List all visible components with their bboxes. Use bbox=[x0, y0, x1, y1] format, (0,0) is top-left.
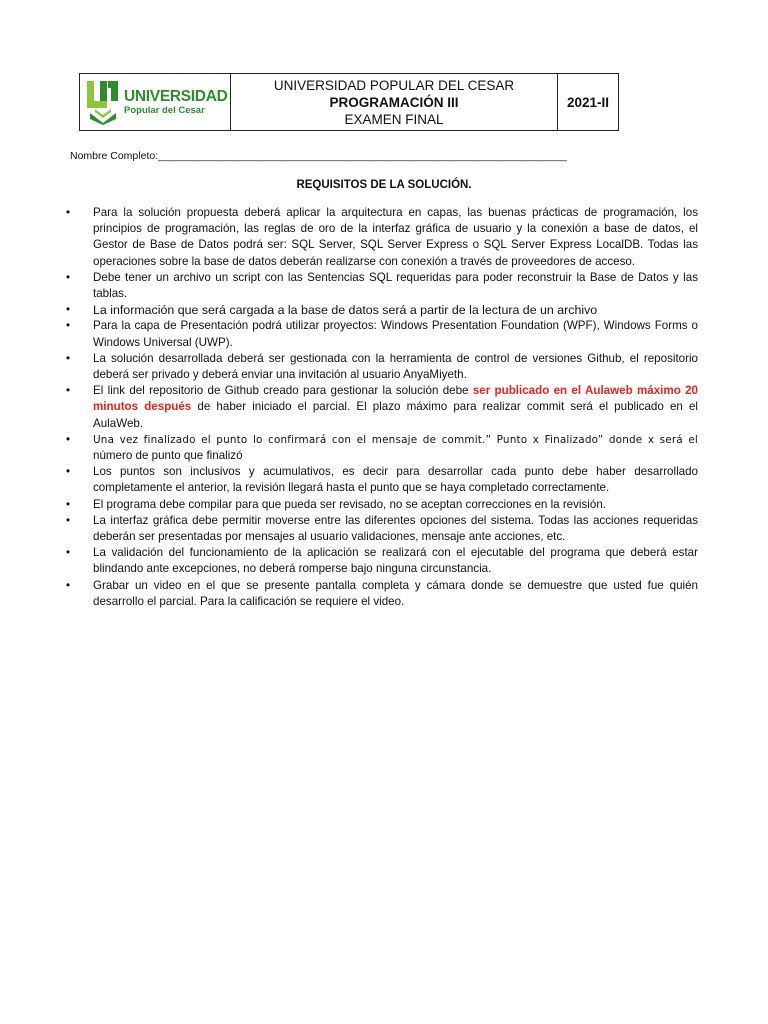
title-cell bbox=[231, 74, 558, 131]
list-item bbox=[64, 545, 698, 577]
bullet-icon: • bbox=[66, 319, 71, 333]
university-name: UNIVERSIDAD POPULAR DEL CESAR bbox=[273, 77, 515, 93]
bullet-icon: • bbox=[66, 384, 71, 398]
list-item bbox=[64, 302, 698, 318]
logo-subtitle: Popular del Cesar bbox=[124, 105, 205, 116]
exam-name: EXAMEN FINAL bbox=[344, 111, 444, 127]
list-item bbox=[64, 270, 698, 302]
commit-message-text: Una vez finalizado el punto lo confirmará con el mensaje de commit.” Punto x Finalizado” donde x será el bbox=[93, 433, 698, 446]
university-logo bbox=[80, 79, 230, 125]
up-logo-icon bbox=[86, 79, 120, 125]
requirement-text: Los puntos son inclusivos y acumulativos, es decir para desarrollar cada punto debe haber desarrollado completamente el anterior, la revisión llegará hasta el punto que se haya completado correctamente. bbox=[93, 465, 698, 495]
requirement-text-end: de haber iniciado el parcial. El plazo máximo para realizar commit será el publicado en el AulaWeb. bbox=[93, 400, 698, 430]
bullet-icon: • bbox=[66, 513, 71, 527]
requirements-list bbox=[64, 205, 698, 610]
exam-period: 2021-II bbox=[566, 94, 610, 110]
logo-wordmark: UNIVERSIDAD bbox=[124, 87, 228, 105]
requirement-text: Grabar un video en el que se presente pantalla completa y cámara donde se demuestre que usted fue quién desarrollo el parcial. Para la calificación se requiere el video. bbox=[93, 578, 698, 608]
bullet-icon: • bbox=[66, 578, 71, 592]
list-item bbox=[64, 497, 698, 513]
requirement-text: Para la capa de Presentación podrá utilizar proyectos: Windows Presentation Foundation (WPF), Windows Forms o Windows Universal (UWP). bbox=[93, 319, 698, 349]
bullet-icon: • bbox=[66, 351, 71, 365]
requirement-text: La información que será cargada a la base de datos será a partir de la lectura de un archivo bbox=[93, 303, 598, 318]
bullet-icon: • bbox=[66, 546, 71, 560]
list-item bbox=[64, 318, 698, 350]
requirement-text: La solución desarrollada deberá ser gestionada con la herramienta de control de versiones Github, el repositorio deberá ser privado y deberá enviar una invitación al usuario AnyaMiyeth. bbox=[93, 351, 698, 382]
full-name-field: Nombre Completo:______________________________________________________________________ bbox=[70, 150, 567, 162]
exam-header-table bbox=[79, 73, 619, 131]
bullet-icon: • bbox=[66, 270, 71, 284]
course-name: PROGRAMACIÓN III bbox=[329, 94, 459, 110]
section-title: REQUISITOS DE LA SOLUCIÓN. bbox=[296, 179, 472, 191]
list-item bbox=[64, 432, 698, 464]
bullet-icon: • bbox=[66, 303, 71, 317]
requirement-text: Debe tener un archivo un script con las Sentencias SQL requeridas para poder reconstruir la Base de Datos y las tablas. bbox=[93, 270, 698, 301]
period-cell bbox=[558, 74, 619, 131]
list-item bbox=[64, 464, 698, 496]
list-item bbox=[64, 513, 698, 545]
requirement-text: La interfaz gráfica debe permitir moverse entre las diferentes opciones del sistema. Todas las acciones requeridas deberán ser presentadas por mensajes al usuario validaciones, mensaje ante acciones, etc. bbox=[93, 513, 698, 544]
list-item bbox=[64, 205, 698, 270]
list-item bbox=[64, 578, 698, 610]
highlighted-deadline: ser publicado en el Aulaweb máximo 20 minutos después bbox=[93, 384, 698, 414]
bullet-icon: • bbox=[66, 432, 71, 446]
requirement-text-start: El link del repositorio de Github creado para gestionar la solución debe bbox=[93, 384, 473, 398]
bullet-icon: • bbox=[66, 206, 71, 219]
bullet-icon: • bbox=[66, 497, 71, 511]
list-item bbox=[64, 383, 698, 432]
requirement-text: Para la solución propuesta deberá aplicar la arquitectura en capas, las buenas prácticas de programación, los principios de programación, las reglas de oro de la interfaz gráfica de usuario y la conexión a base de datos, el Gestor de Base de Datos podrá ser: SQL Server, SQL Server Express o SQL Server Express LocalDB. Todas las operaciones sobre la base de datos deberán realizarse con conexión a través de proveedores de acceso. bbox=[93, 206, 698, 268]
logo-cell bbox=[80, 74, 231, 131]
requirement-text-end: número de punto que finalizó bbox=[93, 449, 243, 463]
list-item bbox=[64, 351, 698, 383]
requirement-text: El programa debe compilar para que pueda ser revisado, no se aceptan correcciones en la revisión. bbox=[93, 497, 606, 511]
requirement-text: La validación del funcionamiento de la aplicación se realizará con el ejecutable del programa que deberá estar blindando ante excepciones, no deberá romperse bajo ninguna circunstancia. bbox=[93, 546, 698, 576]
bullet-icon: • bbox=[66, 465, 71, 479]
